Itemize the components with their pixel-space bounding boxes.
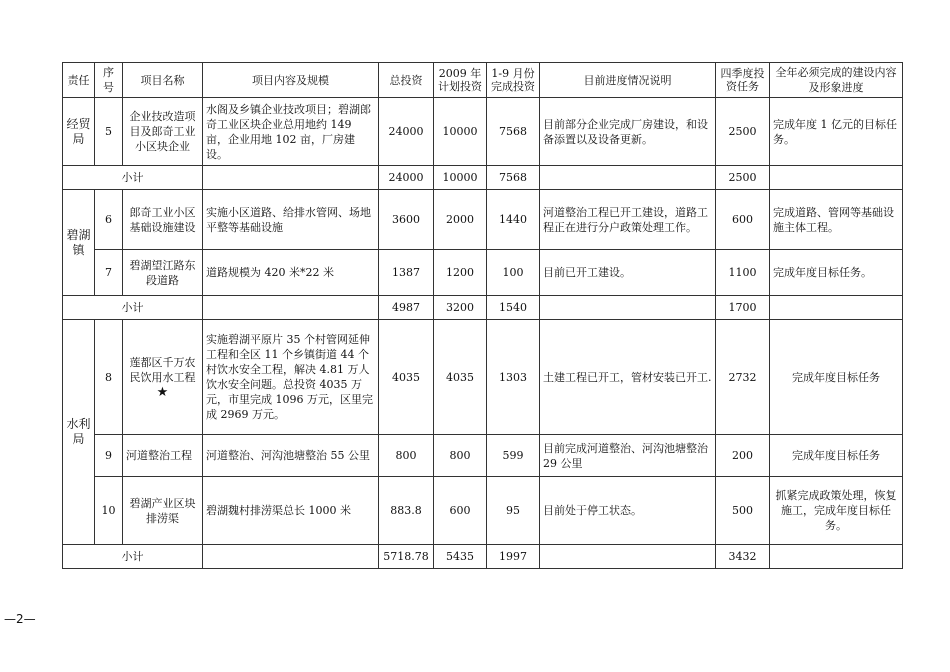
table-row: [63, 190, 903, 250]
goal-cell: 完成年度 1 亿元的目标任务。: [770, 98, 903, 166]
header-plan2009: 2009 年计划投资: [438, 66, 482, 93]
goal-cell: 完成年度目标任务: [770, 435, 903, 477]
subtotal-label: 小计: [63, 166, 203, 190]
header-q4: 四季度投资任务: [720, 66, 765, 93]
goal-cell: 完成年度目标任务。: [770, 250, 903, 296]
no-cell: 5: [95, 98, 123, 166]
q4-cell: 600: [716, 190, 770, 250]
subtotal-q4: 1700: [716, 296, 770, 320]
subtotal-label: 小计: [63, 545, 203, 569]
subtotal-total: 5718.78: [379, 545, 434, 569]
table-row: [63, 477, 903, 545]
table-row: [63, 435, 903, 477]
progress-cell: 河道整治工程已开工建设，道路工程正在进行分户政策处理工作。: [540, 190, 716, 250]
q4-cell: 1100: [716, 250, 770, 296]
table-row: [63, 250, 903, 296]
goal-cell: 完成年度目标任务: [770, 320, 903, 435]
done-cell: 1440: [487, 190, 540, 250]
subtotal-done: 7568: [487, 166, 540, 190]
subtotal-row: [63, 166, 903, 190]
subtotal-row: [63, 545, 903, 569]
header-total: 总投资: [379, 63, 434, 98]
progress-cell: 目前已开工建设。: [540, 250, 716, 296]
done-cell: 7568: [487, 98, 540, 166]
star-icon: ★: [156, 384, 169, 400]
subtotal-done: 1997: [487, 545, 540, 569]
done-cell: 1303: [487, 320, 540, 435]
no-cell: 10: [95, 477, 123, 545]
content-cell: 碧湖魏村排涝渠总长 1000 米: [203, 477, 379, 545]
q4-cell: 200: [716, 435, 770, 477]
total-cell: 800: [379, 435, 434, 477]
table-row: [63, 98, 903, 166]
page-number: —2—: [4, 612, 36, 626]
q4-cell: 500: [716, 477, 770, 545]
dept-cell: 水利局: [63, 320, 95, 545]
content-cell: 水阁及乡镇企业技改项目；碧湖郎奇工业区块企业总用地约 149 亩，企业用地 102 亩，厂房建设。: [203, 98, 379, 166]
plan-cell: 1200: [434, 250, 487, 296]
progress-cell: 土建工程已开工，管材安装已开工.: [540, 320, 716, 435]
plan-cell: 10000: [434, 98, 487, 166]
q4-cell: 2732: [716, 320, 770, 435]
subtotal-total: 24000: [379, 166, 434, 190]
table-row: [63, 320, 903, 435]
total-cell: 4035: [379, 320, 434, 435]
total-cell: 24000: [379, 98, 434, 166]
header-name: 项目名称: [123, 63, 203, 98]
name-cell: 碧湖望江路东段道路: [123, 250, 203, 296]
plan-cell: 800: [434, 435, 487, 477]
plan-cell: 2000: [434, 190, 487, 250]
dept-cell: 经贸局: [63, 98, 95, 166]
no-cell: 9: [95, 435, 123, 477]
name-cell: 碧湖产业区块排涝渠: [123, 477, 203, 545]
header-no: 序号: [95, 63, 123, 98]
no-cell: 8: [95, 320, 123, 435]
header-year-goal: 全年必须完成的建设内容及形象进度: [770, 63, 903, 98]
progress-cell: 目前完成河道整治、河沟池塘整治 29 公里: [540, 435, 716, 477]
done-cell: 599: [487, 435, 540, 477]
total-cell: 1387: [379, 250, 434, 296]
plan-cell: 4035: [434, 320, 487, 435]
subtotal-q4: 3432: [716, 545, 770, 569]
subtotal-q4: 2500: [716, 166, 770, 190]
no-cell: 6: [95, 190, 123, 250]
header-dept: 责任: [63, 63, 95, 98]
subtotal-label: 小计: [63, 296, 203, 320]
q4-cell: 2500: [716, 98, 770, 166]
subtotal-done: 1540: [487, 296, 540, 320]
content-cell: 实施碧湖平原片 35 个村管网延伸工程和全区 11 个乡镇街道 44 个村饮水安全工程，解决 4.81 万人饮水安全问题。总投资 4035 万元，市里完成 1096 万元，区里完成 2969 万元。: [203, 320, 379, 435]
header-done19: 1-9 月份完成投资: [491, 66, 535, 93]
content-cell: 河道整治、河沟池塘整治 55 公里: [203, 435, 379, 477]
progress-cell: 目前部分企业完成厂房建设，和设备添置以及设备更新。: [540, 98, 716, 166]
subtotal-row: [63, 296, 903, 320]
subtotal-plan: 5435: [434, 545, 487, 569]
project-table: [62, 62, 903, 569]
goal-cell: 抓紧完成政策处理，恢复施工，完成年度目标任务。: [770, 477, 903, 545]
dept-cell: 碧湖镇: [63, 190, 95, 296]
subtotal-plan: 3200: [434, 296, 487, 320]
progress-cell: 目前处于停工状态。: [540, 477, 716, 545]
content-cell: 道路规模为 420 米*22 米: [203, 250, 379, 296]
header-row: [63, 63, 903, 98]
subtotal-plan: 10000: [434, 166, 487, 190]
done-cell: 100: [487, 250, 540, 296]
goal-cell: 完成道路、管网等基础设施主体工程。: [770, 190, 903, 250]
project-name: 莲都区千万农民饮用水工程: [129, 355, 196, 384]
total-cell: 883.8: [379, 477, 434, 545]
total-cell: 3600: [379, 190, 434, 250]
name-cell: 郎奇工业小区基础设施建设: [123, 190, 203, 250]
content-cell: 实施小区道路、给排水管网、场地平整等基础设施: [203, 190, 379, 250]
plan-cell: 600: [434, 477, 487, 545]
name-cell: 河道整治工程: [123, 435, 203, 477]
header-progress: 目前进度情况说明: [540, 63, 716, 98]
header-content: 项目内容及规模: [203, 63, 379, 98]
subtotal-total: 4987: [379, 296, 434, 320]
no-cell: 7: [95, 250, 123, 296]
done-cell: 95: [487, 477, 540, 545]
name-cell: [123, 320, 203, 435]
name-cell: 企业技改造项目及郎奇工业小区块企业: [123, 98, 203, 166]
